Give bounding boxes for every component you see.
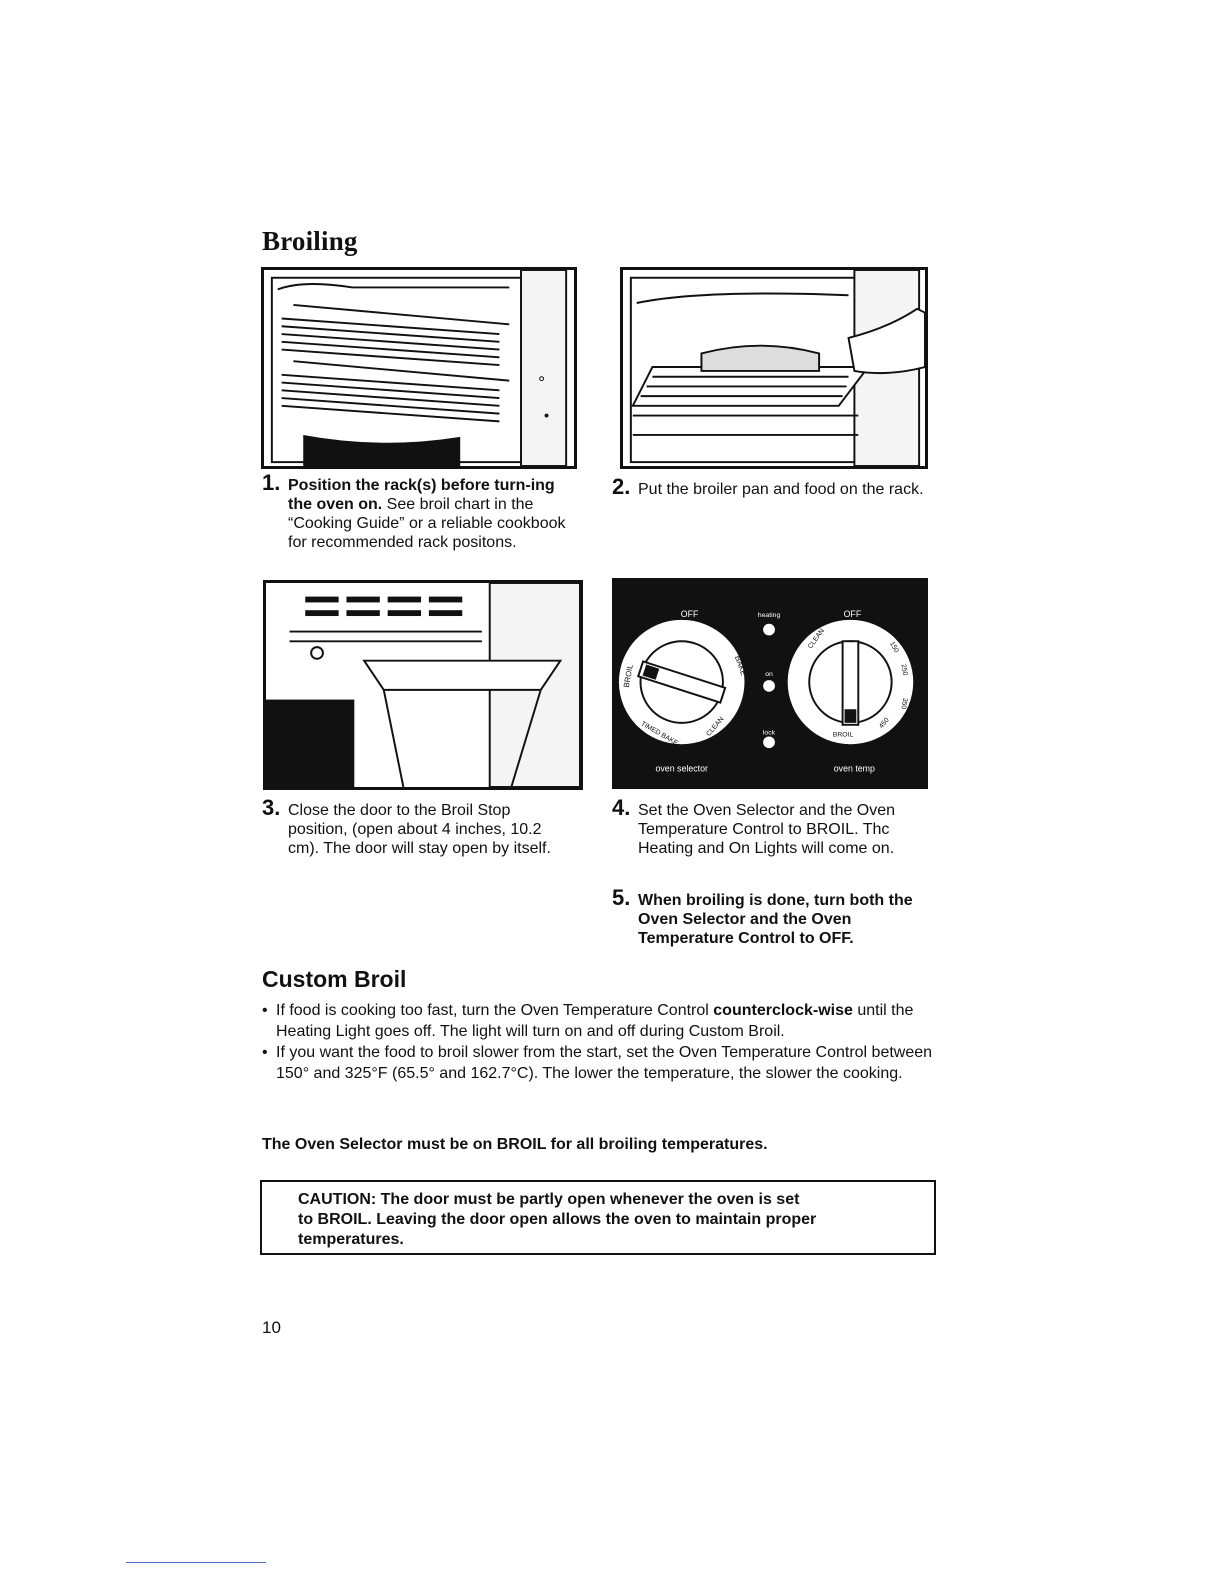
figure-control-panel — [612, 578, 928, 789]
lock-light — [763, 736, 775, 748]
lock-label: lock — [762, 729, 776, 737]
bullet-text: If you want the food to broil slower from the start, set the Oven Temperature Control between 150° and 325°F (65.5° and 162.7°C). The lower the temperature, the slower the cooking. — [276, 1044, 933, 1082]
step-4 — [612, 795, 928, 858]
oven-selector-label: oven selector — [655, 763, 708, 774]
custom-broil-list — [262, 1001, 938, 1085]
broil-note: The Oven Selector must be on BROIL for all broiling temperatures. — [262, 1136, 768, 1153]
bullet-icon: • — [262, 1002, 268, 1019]
step-2 — [612, 474, 928, 499]
bullet-text: until the Heating Light goes off. The light will turn on and off during Custom Broil. — [276, 1002, 914, 1040]
step-text: Set the Oven Selector and the Oven Temperature Control to BROIL. Thc Heating and On Lights will come on. — [638, 802, 896, 857]
figure-door-broil-stop — [263, 580, 583, 790]
dial-timed-bake-label: TIMED BAKE — [639, 720, 680, 748]
step-bold-text: When broiling is done, turn both the Oven Selector and the Oven Temperature Control to OFF. — [638, 892, 913, 947]
temp-150-label: 150 — [887, 640, 900, 655]
dial-clean-temp-label: CLEAN — [807, 627, 826, 651]
custom-broil-heading: Custom Broil — [262, 966, 407, 992]
temp-450-label: 450 — [877, 716, 891, 730]
caution-line: CAUTION: The door must be partly open whenever the oven is set — [298, 1191, 800, 1208]
bullet-icon: • — [262, 1044, 268, 1061]
caution-box — [260, 1180, 936, 1255]
dial-broil-label: BROIL — [621, 663, 635, 689]
list-item — [262, 1043, 938, 1084]
heating-light — [763, 624, 775, 636]
step-number: 2. — [612, 474, 631, 499]
step-text: Close the door to the Broil Stop position, (open about 4 inches, 10.2 cm). The door will stay open by itself. — [288, 802, 551, 857]
caution-line: to BROIL. Leaving the door open allows the oven to maintain proper — [298, 1211, 817, 1228]
step-number: 1. — [262, 470, 281, 495]
left-off-label: OFF — [680, 608, 699, 619]
temp-350-label: 350 — [899, 697, 909, 710]
page-number: 10 — [262, 1318, 281, 1337]
heating-label: heating — [757, 611, 781, 619]
footer-rule — [126, 1562, 266, 1563]
oven-temp-label: oven temp — [833, 763, 875, 774]
bullet-bold-text: counterclock-wise — [713, 1002, 853, 1019]
list-item — [262, 1001, 938, 1042]
step-1 — [262, 470, 578, 552]
step-number: 3. — [262, 795, 281, 820]
figure-broiler-pan — [620, 267, 928, 469]
temp-250-label: 250 — [899, 663, 909, 677]
temp-broil-label: BROIL — [832, 731, 854, 739]
step-bold-text: Position the rack(s) before turn-ing the oven on. — [288, 477, 555, 513]
step-number: 4. — [612, 795, 631, 820]
step-3 — [262, 795, 568, 858]
on-label: on — [765, 671, 773, 679]
dial-clean-label: CLEAN — [705, 715, 726, 738]
dial-bake-label: BAKE — [732, 654, 749, 677]
step-text: See broil chart in the “Cooking Guide” or a reliable cookbook for recommended rack positons. — [288, 496, 566, 551]
caution-line: temperatures. — [298, 1231, 404, 1248]
step-text: Put the broiler pan and food on the rack. — [638, 481, 924, 498]
on-light — [763, 680, 775, 692]
right-off-label: OFF — [843, 608, 862, 619]
bullet-text: If food is cooking too fast, turn the Oven Temperature Control — [276, 1002, 714, 1019]
step-5 — [612, 885, 938, 948]
oven-temp-knob[interactable] — [843, 641, 859, 725]
step-number: 5. — [612, 885, 631, 910]
figure-oven-racks — [261, 267, 577, 469]
page-title: Broiling — [262, 226, 358, 256]
